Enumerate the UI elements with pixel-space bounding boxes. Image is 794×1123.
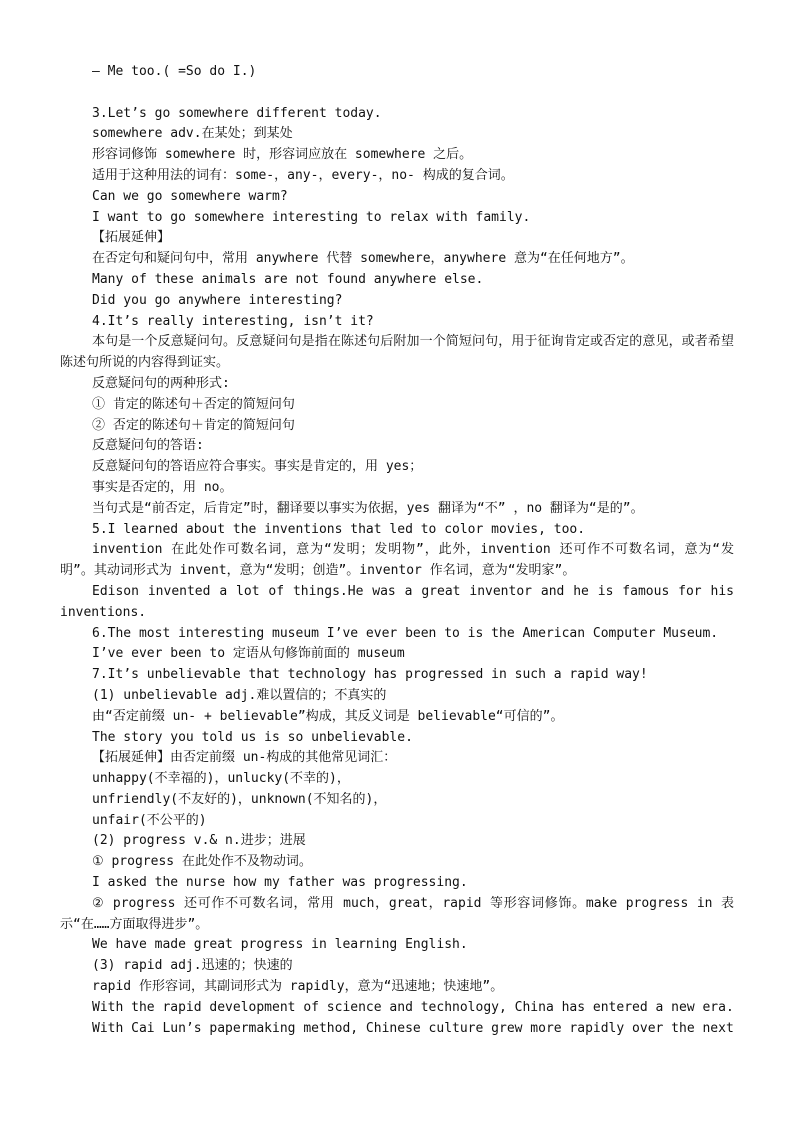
section-heading: 【拓展延伸】 — [92, 230, 171, 246]
text-line: ① 肯定的陈述句＋否定的简短问句 — [92, 396, 295, 412]
document-body — [60, 62, 734, 1039]
text-paragraph: ② progress 还可作不可数名词，常用 much，great，rapid 等形容词修饰。make progress in 表示“在……方面取得进步”。 — [60, 895, 734, 932]
text-paragraph: Edison invented a lot of things.He was a great inventor and he is famous for his inventions. — [60, 583, 734, 620]
text-line: 4.It’s really interesting, isn’t it? — [92, 313, 374, 329]
text-line: somewhere adv.在某处；到某处 — [92, 126, 293, 142]
text-line: (2) progress v.& n.进步；进展 — [92, 833, 306, 849]
text-line: ① progress 在此处作不及物动词。 — [92, 854, 312, 870]
text-line: rapid 作形容词，其副词形式为 rapidly，意为“迅速地；快速地”。 — [92, 979, 504, 995]
text-line: 在否定句和疑问句中，常用 anywhere 代替 somewhere，anywhere 意为“在任何地方”。 — [92, 251, 634, 267]
text-line: With the rapid development of science and technology, China has entered a new era. — [92, 999, 734, 1015]
text-line: — Me too.( =So do I.) — [92, 64, 257, 79]
text-line: 3.Let’s go somewhere different today. — [92, 105, 382, 121]
text-line: I want to go somewhere interesting to relax with family. — [92, 209, 531, 225]
text-line: 6.The most interesting museum I’ve ever been to is the American Computer Museum. — [92, 625, 719, 641]
blank-line — [60, 83, 734, 104]
text-line: unhappy(不幸福的)，unlucky(不幸的)， — [92, 771, 350, 787]
text-line: I asked the nurse how my father was progressing. — [92, 875, 468, 891]
text-line: 适用于这种用法的词有：some-，any-，every-，no- 构成的复合词。 — [92, 167, 514, 183]
text-line: Can we go somewhere warm? — [92, 188, 288, 204]
text-line: unfriendly(不友好的)，unknown(不知名的)， — [92, 791, 387, 807]
text-line: 7.It’s unbelievable that technology has progressed in such a rapid way! — [92, 667, 648, 683]
text-line: 事实是否定的，用 no。 — [92, 479, 233, 495]
text-line: (1) unbelievable adj.难以置信的；不真实的 — [92, 687, 387, 703]
text-paragraph: 本句是一个反意疑问句。反意疑问句是指在陈述句后附加一个简短问句，用于征询肯定或否定的意见，或者希望陈述句所说的内容得到证实。 — [60, 334, 734, 371]
text-line: The story you told us is so unbelievable. — [92, 729, 413, 745]
text-line: 由“否定前缀 un- + believable”构成，其反义词是 believable“可信的”。 — [92, 708, 564, 724]
text-line: 反意疑问句的答语: — [92, 438, 204, 454]
text-line: We have made great progress in learning English. — [92, 937, 468, 953]
text-line: Did you go anywhere interesting? — [92, 292, 343, 308]
text-line: Many of these animals are not found anywhere else. — [92, 271, 484, 287]
text-line: 反意疑问句的答语应符合事实。事实是肯定的，用 yes； — [92, 459, 423, 475]
text-line: 5.I learned about the inventions that led to color movies, too. — [92, 521, 586, 537]
text-line: ② 否定的陈述句＋肯定的简短问句 — [92, 417, 295, 433]
text-line: 反意疑问句的两种形式: — [92, 375, 230, 391]
text-line: unfair(不公平的) — [92, 812, 207, 828]
text-paragraph: 当句式是“前否定，后肯定”时，翻译要以事实为依据，yes 翻译为“不” ，no 翻译为“是的”。 — [92, 500, 644, 516]
text-line: With Cai Lun’s papermaking method, Chinese culture grew more rapidly over the next — [92, 1020, 734, 1036]
text-line: I’ve ever been to 定语从句修饰前面的 museum — [92, 646, 405, 662]
text-line: 形容词修饰 somewhere 时，形容词应放在 somewhere 之后。 — [92, 147, 473, 163]
text-line: (3) rapid adj.迅速的；快速的 — [92, 958, 293, 974]
text-paragraph: invention 在此处作可数名词，意为“发明；发明物”，此外，invention 还可作不可数名词，意为“发明”。其动词形式为 invent，意为“发明；创造”。inventor 作名词，意为“发明家”。 — [60, 542, 734, 579]
section-heading: 【拓展延伸】由否定前缀 un-构成的其他常见词汇： — [92, 750, 397, 766]
